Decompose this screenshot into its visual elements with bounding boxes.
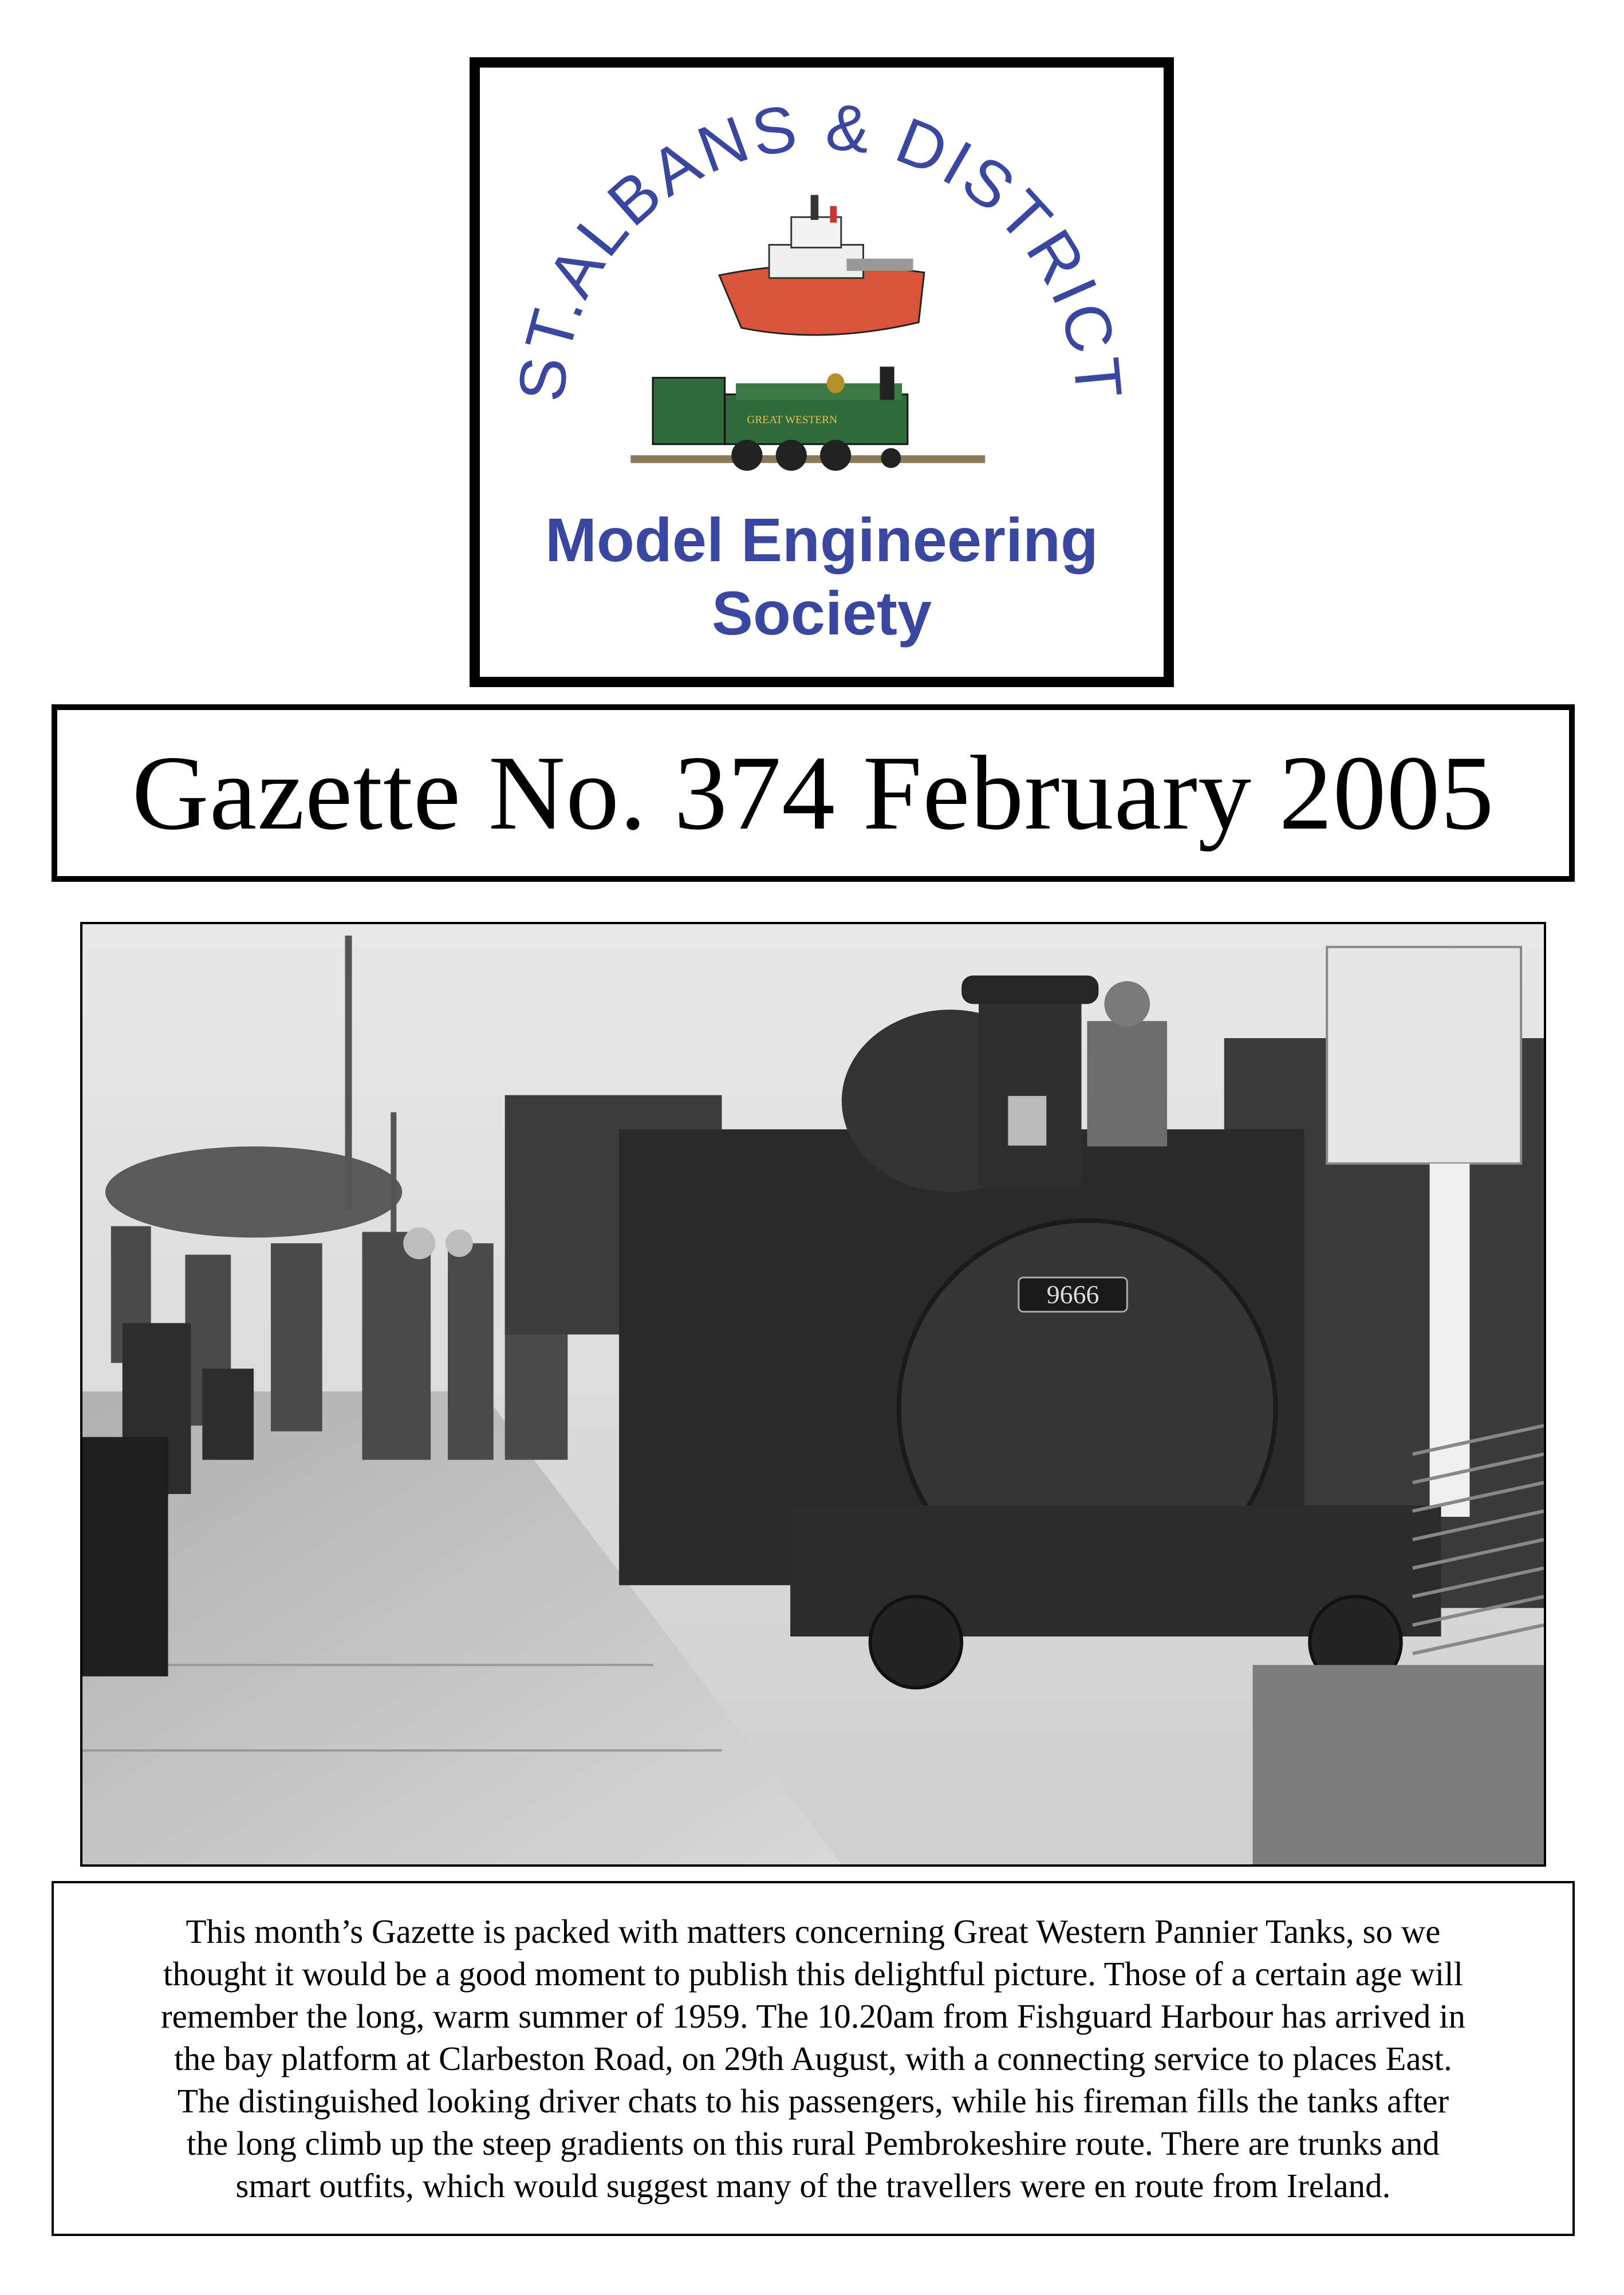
logo-arc-text: ST.ALBANS & DISTRICT: [504, 90, 1136, 405]
gazette-title: Gazette No. 374 February 2005: [132, 734, 1495, 852]
caption-line: the bay platform at Clarbeston Road, on 29th August, with a connecting service to places East.: [174, 2040, 1452, 2077]
gazette-title-box: [52, 704, 1575, 882]
svg-text:GREAT WESTERN: GREAT WESTERN: [747, 413, 838, 426]
photo-caption-box: [52, 1881, 1575, 2236]
railway-station-photo: [82, 924, 1544, 1864]
caption-line: This month’s Gazette is packed with matters concerning Great Western Pannier Tanks, so we: [186, 1912, 1441, 1950]
logo-line-society: Society: [711, 578, 932, 648]
caption-line: thought it would be a good moment to publish this delightful picture. Those of a certain age will: [163, 1955, 1463, 1993]
tugboat-illustration: [719, 195, 924, 335]
smokebox-number-plate: 9666: [1046, 1279, 1099, 1309]
society-logo: [470, 57, 1174, 687]
cover-photo: [80, 922, 1546, 1867]
logo-line-model-engineering: Model Engineering: [545, 505, 1099, 574]
caption-line: remember the long, warm summer of 1959. The 10.20am from Fishguard Harbour has arrived in: [160, 1997, 1466, 2035]
caption-line: smart outfits, which would suggest many of the travellers were en route from Ireland.: [235, 2167, 1391, 2205]
locomotive-illustration: [630, 366, 985, 471]
caption-line: the long climb up the steep gradients on this rural Pembrokeshire route. There are trunks and: [187, 2124, 1440, 2162]
caption-line: The distinguished looking driver chats to his passengers, while his fireman fills the tanks after: [177, 2082, 1449, 2120]
photo-caption: [161, 1910, 1465, 2207]
